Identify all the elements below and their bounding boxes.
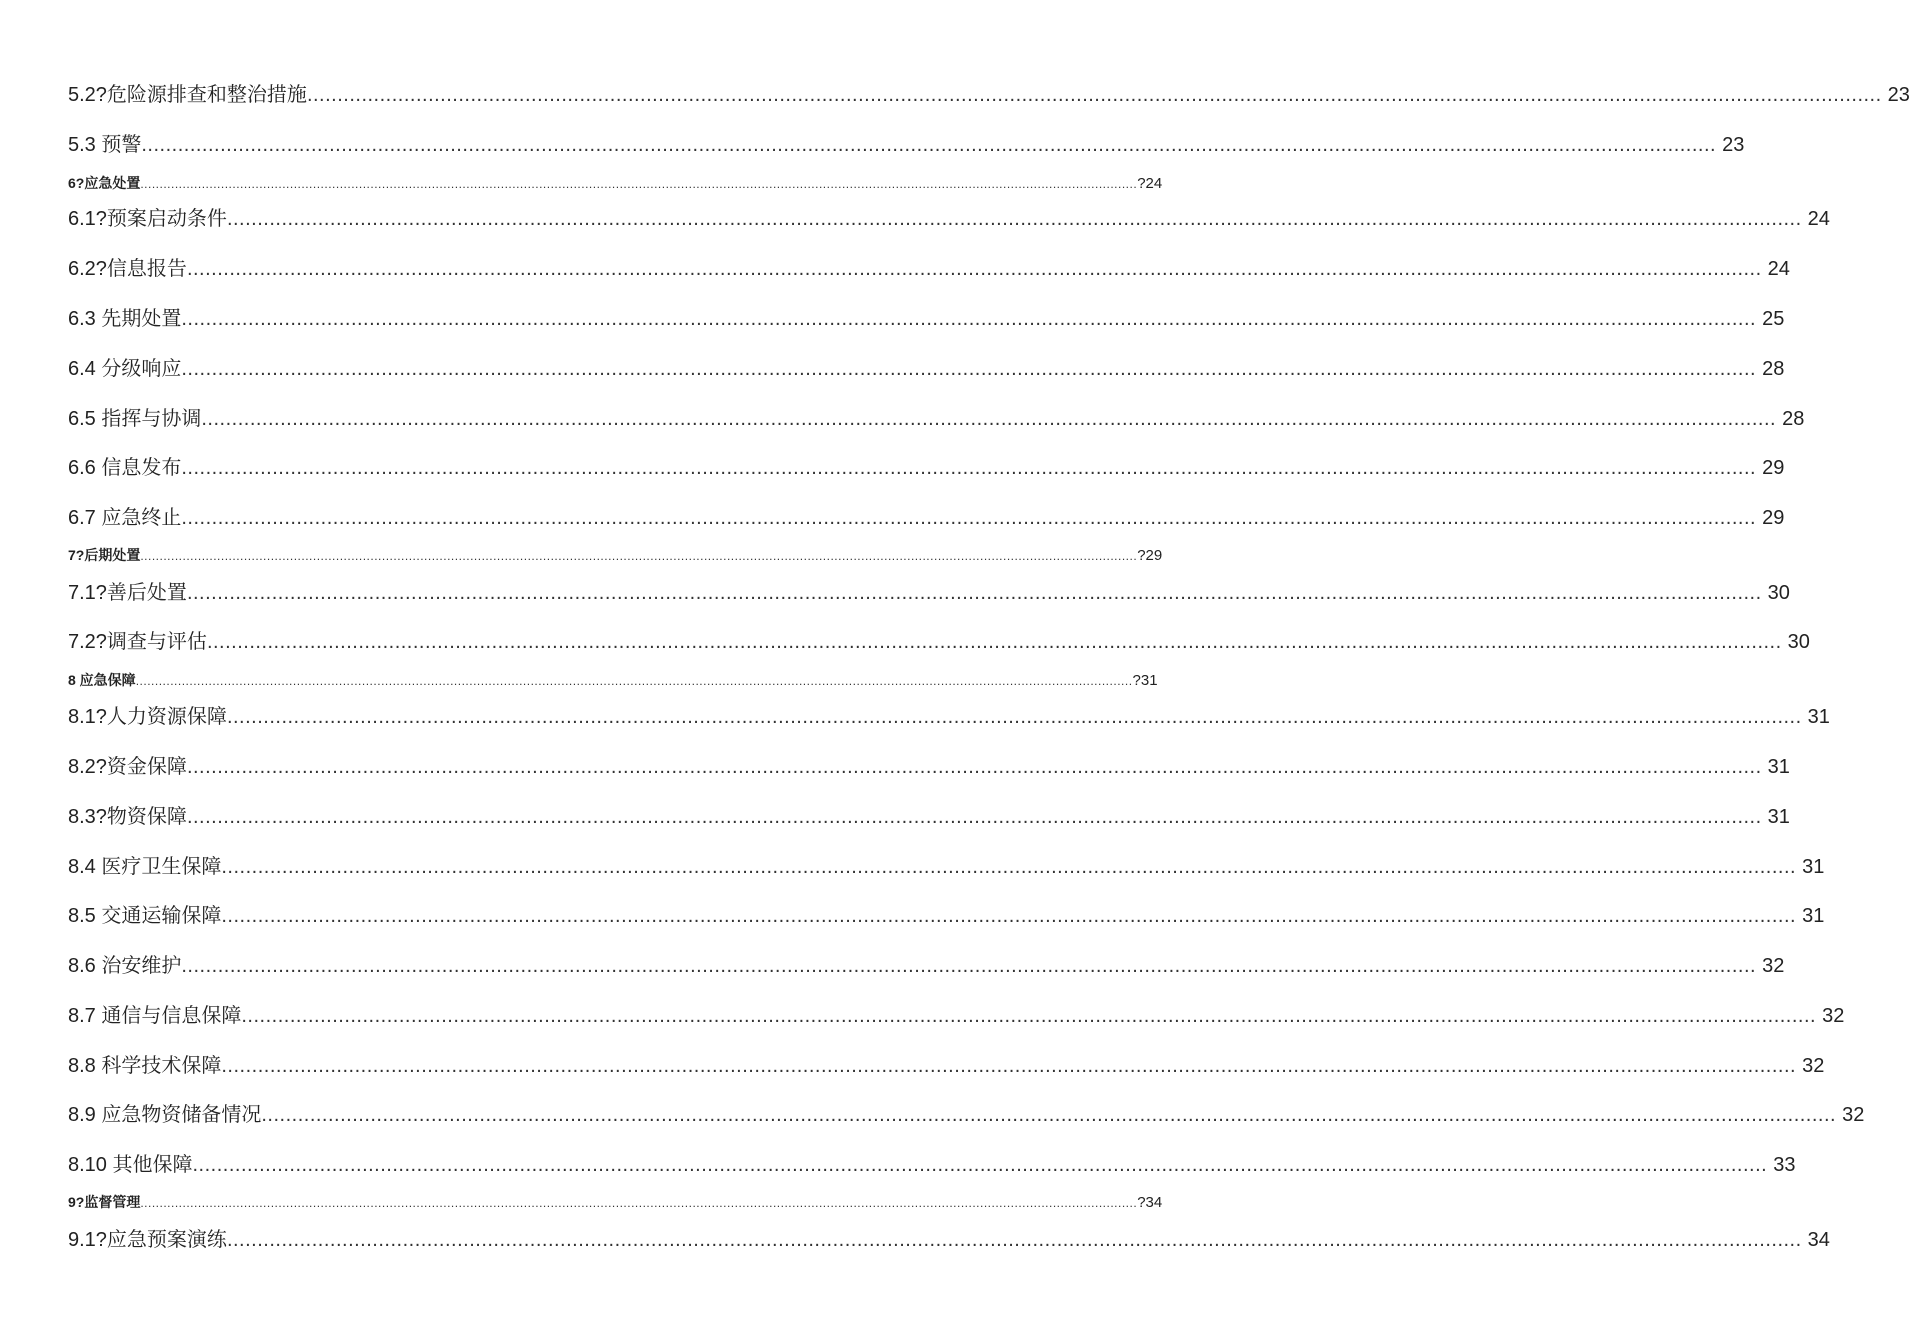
dot-leader: .................................................................................................................................................................................................................................................................... — [141, 134, 1717, 156]
toc-entry[interactable] — [68, 304, 1785, 334]
dot-leader: .................................................................................................................................................................................................................................................................... — [186, 582, 1762, 604]
dot-leader: .................................................................................................................................................................................................................................................................... — [206, 631, 1782, 653]
toc-entry-label: 9?监督管理 — [68, 1194, 141, 1210]
toc-entry-label: 6.4 分级响应 — [68, 358, 182, 380]
toc-entry-label: 5.3 预警 — [68, 134, 142, 156]
dot-leader: .................................................................................................................................................................................................................................................................... — [181, 507, 1757, 529]
toc-entry[interactable] — [68, 1100, 1865, 1130]
dot-leader: .................................................................................................................................................................................................................................................................... — [221, 1055, 1797, 1077]
toc-entry[interactable] — [68, 1001, 1845, 1031]
toc-entry-label: 8.4 医疗卫生保障 — [68, 856, 222, 878]
toc-entry-label: 7.1?善后处置 — [68, 582, 187, 604]
dot-leader: .................................................................................................................................................................................................................................................................... — [221, 905, 1797, 927]
dot-leader: .................................................................................................................................................................................................................................................................... — [221, 856, 1797, 878]
toc-entry-page: 23 — [1887, 84, 1910, 106]
toc-entry[interactable] — [68, 130, 1745, 160]
toc-entry-label: 5.2?危险源排查和整治措施 — [68, 84, 307, 106]
toc-entry-page: 30 — [1767, 582, 1790, 604]
toc-chapter-entry[interactable] — [68, 545, 1163, 565]
toc-entry-page: 31 — [1767, 806, 1790, 828]
toc-entry-page: 31 — [1807, 706, 1830, 728]
toc-entry-page: 24 — [1767, 258, 1790, 280]
toc-entry-label: 6?应急处置 — [68, 175, 141, 191]
dot-leader: .................................................................................................................................................................................................................................................................... — [306, 84, 1882, 106]
toc-entry[interactable] — [68, 1150, 1796, 1180]
toc-entry-label: 7?后期处置 — [68, 547, 141, 563]
dot-leader: .................................................................................................................................................................................................................................................................... — [186, 806, 1762, 828]
toc-entry[interactable] — [68, 802, 1790, 832]
toc-entry-label: 6.3 先期处置 — [68, 308, 182, 330]
dot-leader: .................................................................................................................................................................................................................................................................... — [140, 1196, 1138, 1210]
toc-entry-page: 31 — [1802, 905, 1825, 927]
toc-entry-page: 28 — [1782, 408, 1805, 430]
toc-entry-label: 9.1?应急预案演练 — [68, 1229, 227, 1251]
dot-leader: .................................................................................................................................................................................................................................................................... — [140, 177, 1138, 191]
toc-entry[interactable] — [68, 951, 1785, 981]
dot-leader: .................................................................................................................................................................................................................................................................... — [181, 457, 1757, 479]
toc-entry-label: 8.6 治安维护 — [68, 955, 182, 977]
toc-entry[interactable] — [68, 1225, 1830, 1255]
dot-leader: .................................................................................................................................................................................................................................................................... — [181, 955, 1757, 977]
toc-entry[interactable] — [68, 354, 1785, 384]
toc-entry[interactable] — [68, 627, 1810, 657]
dot-leader: .................................................................................................................................................................................................................................................................... — [186, 756, 1762, 778]
toc-entry-page: ?24 — [1137, 175, 1163, 192]
toc-entry[interactable] — [68, 204, 1830, 234]
toc-entry-label: 8.10 其他保障 — [68, 1154, 193, 1176]
toc-entry-label: 8 应急保障 — [68, 672, 136, 688]
toc-entry-label: 8.9 应急物资储备情况 — [68, 1104, 262, 1126]
toc-entry-label: 8.3?物资保障 — [68, 806, 187, 828]
toc-entry-label: 6.6 信息发布 — [68, 457, 182, 479]
toc-entry[interactable] — [68, 404, 1805, 434]
toc-entry-page: 34 — [1807, 1229, 1830, 1251]
dot-leader: .................................................................................................................................................................................................................................................................... — [140, 549, 1138, 563]
toc-entry-page: 32 — [1842, 1104, 1865, 1126]
dot-leader: .................................................................................................................................................................................................................................................................... — [226, 706, 1802, 728]
toc-entry[interactable] — [68, 1051, 1825, 1081]
toc-entry[interactable] — [68, 453, 1785, 483]
dot-leader: .................................................................................................................................................................................................................................................................... — [226, 208, 1802, 230]
toc-entry-label: 6.5 指挥与协调 — [68, 408, 202, 430]
toc-chapter-entry[interactable] — [68, 670, 1158, 690]
toc-entry[interactable] — [68, 702, 1830, 732]
dot-leader: .................................................................................................................................................................................................................................................................... — [201, 408, 1777, 430]
dot-leader: .................................................................................................................................................................................................................................................................... — [181, 358, 1757, 380]
toc-chapter-entry[interactable] — [68, 173, 1163, 193]
toc-entry-page: 32 — [1822, 1005, 1845, 1027]
toc-entry-page: 25 — [1762, 308, 1785, 330]
toc-entry-page: 29 — [1762, 457, 1785, 479]
dot-leader: .................................................................................................................................................................................................................................................................... — [135, 674, 1133, 688]
toc-entry-page: ?31 — [1132, 672, 1158, 689]
toc-entry-page: ?29 — [1137, 547, 1163, 564]
toc-entry-page: 29 — [1762, 507, 1785, 529]
toc-entry-page: 32 — [1762, 955, 1785, 977]
toc-entry[interactable] — [68, 852, 1825, 882]
toc-entry-label: 7.2?调查与评估 — [68, 631, 207, 653]
dot-leader: .................................................................................................................................................................................................................................................................... — [181, 308, 1757, 330]
dot-leader: .................................................................................................................................................................................................................................................................... — [186, 258, 1762, 280]
toc-entry[interactable] — [68, 80, 1910, 110]
toc-entry-page: 31 — [1802, 856, 1825, 878]
toc-entry-label: 8.2?资金保障 — [68, 756, 187, 778]
toc-chapter-entry[interactable] — [68, 1192, 1163, 1212]
toc-entry-label: 8.8 科学技术保障 — [68, 1055, 222, 1077]
toc-entry-label: 6.7 应急终止 — [68, 507, 182, 529]
toc-entry-label: 8.5 交通运输保障 — [68, 905, 222, 927]
dot-leader: .................................................................................................................................................................................................................................................................... — [226, 1229, 1802, 1251]
toc-entry[interactable] — [68, 254, 1790, 284]
toc-entry-page: 28 — [1762, 358, 1785, 380]
dot-leader: .................................................................................................................................................................................................................................................................... — [241, 1005, 1817, 1027]
toc-entry-label: 6.1?预案启动条件 — [68, 208, 227, 230]
toc-entry-page: 32 — [1802, 1055, 1825, 1077]
toc-entry[interactable] — [68, 901, 1825, 931]
dot-leader: .................................................................................................................................................................................................................................................................... — [192, 1154, 1768, 1176]
toc-entry-label: 8.1?人力资源保障 — [68, 706, 227, 728]
toc-entry-label: 6.2?信息报告 — [68, 258, 187, 280]
toc-entry-page: 31 — [1767, 756, 1790, 778]
toc-entry-page: 23 — [1722, 134, 1745, 156]
toc-entry-page: 30 — [1787, 631, 1810, 653]
toc-entry[interactable] — [68, 578, 1790, 608]
toc-entry-page: ?34 — [1137, 1194, 1163, 1211]
dot-leader: .................................................................................................................................................................................................................................................................... — [261, 1104, 1837, 1126]
toc-entry-page: 24 — [1807, 208, 1830, 230]
toc-entry-page: 33 — [1773, 1154, 1796, 1176]
toc-entry[interactable] — [68, 752, 1790, 782]
toc-entry-label: 8.7 通信与信息保障 — [68, 1005, 242, 1027]
toc-entry[interactable] — [68, 503, 1785, 533]
